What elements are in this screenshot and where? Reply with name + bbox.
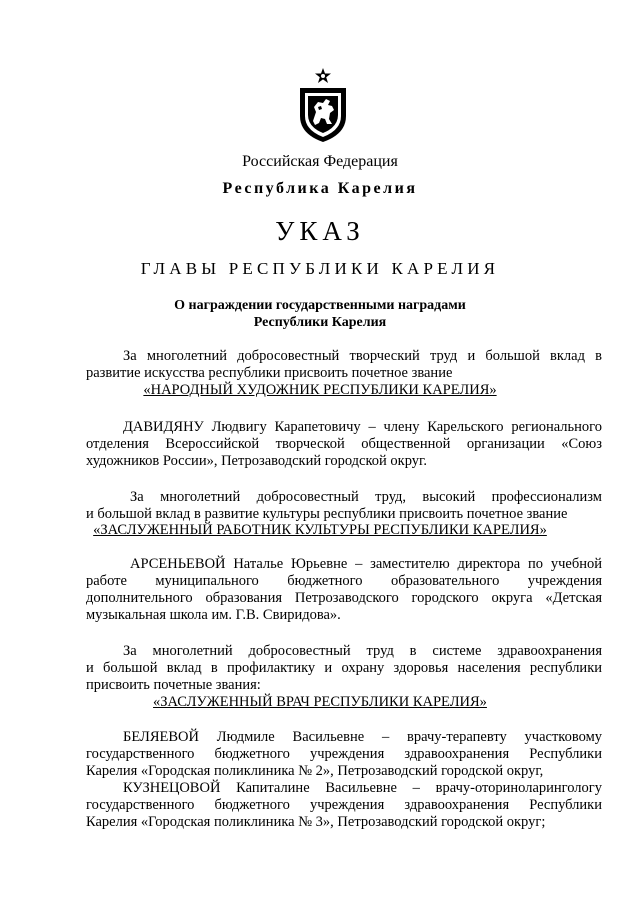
section3-awardee-1-line-1: БЕЛЯЕВОЙ Людмиле Васильевне – врачу-терапевту участковому	[123, 729, 602, 745]
section3-awardee-1	[86, 729, 602, 780]
section2-intro-line-2: и большой вклад в развитие культуры республики присвоить почетное звание	[86, 506, 568, 522]
section2-awardee-line-2: работе муниципального бюджетного образовательного учреждения	[86, 573, 602, 589]
section2-awardee-line-1: АРСЕНЬЕВОЙ Наталье Юрьевне – заместителю директора по учебной	[130, 556, 602, 572]
section3-intro-line-3: присвоить почетные звания:	[86, 677, 261, 693]
award-title-people-artist: «НАРОДНЫЙ ХУДОЖНИК РЕСПУБЛИКИ КАРЕЛИЯ»	[143, 382, 497, 398]
subject-line-2: Республики Карелия	[253, 315, 387, 330]
country-name: Российская Федерация	[242, 153, 398, 170]
section3-awardee-2	[86, 780, 602, 831]
section1-awardee-line-2: отделения Всероссийской творческой общественной организации «Союз	[86, 436, 602, 452]
section3-awardee-2-line-3: Карелия «Городская поликлиника № 3», Петрозаводский городской округ;	[86, 814, 546, 830]
section1-awardee	[86, 419, 602, 470]
section3-awardee-2-line-2: государственного бюджетного учреждения здравоохранения Республики	[86, 797, 602, 813]
award-title-honored-doctor: «ЗАСЛУЖЕННЫЙ ВРАЧ РЕСПУБЛИКИ КАРЕЛИЯ»	[153, 694, 487, 710]
section2-awardee-line-3: дополнительного образования Петрозаводского городского округа «Детская	[86, 590, 602, 606]
section1-intro-line-1: За многолетний добросовестный творческий труд и большой вклад в	[123, 348, 602, 364]
section2-awardee-line-4: музыкальная школа им. Г.В. Свиридова».	[86, 607, 341, 623]
section2-intro-line-1: За многолетний добросовестный труд, высокий профессионализм	[130, 489, 602, 505]
section1-awardee-line-3: художников России», Петрозаводский городской округ.	[86, 453, 427, 469]
section1-intro-line-2: развитие искусства республики присвоить почетное звание	[86, 365, 453, 381]
issuer: ГЛАВЫ РЕСПУБЛИКИ КАРЕЛИЯ	[140, 259, 500, 278]
section3-intro-line-2: и большой вклад в профилактику и охрану здоровья населения республики	[86, 660, 602, 676]
karelia-coat-of-arms-icon	[296, 66, 350, 144]
section3-intro	[86, 643, 602, 694]
republic-name: Республика Карелия	[222, 180, 418, 197]
section1-awardee-line-1: ДАВИДЯНУ Людвигу Карапетовичу – члену Карельского регионального	[123, 419, 602, 435]
section2-awardee	[86, 556, 602, 624]
subject-line-1: О награждении государственными наградами	[174, 298, 466, 313]
section3-awardee-2-line-1: КУЗНЕЦОВОЙ Капиталине Васильевне – врачу-оториноларингологу	[123, 780, 602, 796]
section2-intro	[86, 489, 602, 523]
section1-intro	[86, 348, 602, 382]
document-type: УКАЗ	[275, 216, 365, 246]
award-title-culture-worker: «ЗАСЛУЖЕННЫЙ РАБОТНИК КУЛЬТУРЫ РЕСПУБЛИКИ КАРЕЛИЯ»	[93, 522, 547, 538]
section3-awardee-1-line-2: государственного бюджетного учреждения здравоохранения Республики	[86, 746, 602, 762]
section3-intro-line-1: За многолетний добросовестный труд в системе здравоохранения	[123, 643, 602, 659]
document-subject	[0, 297, 640, 331]
section3-awardee-1-line-3: Карелия «Городская поликлиника № 2», Петрозаводский городской округ,	[86, 763, 544, 779]
